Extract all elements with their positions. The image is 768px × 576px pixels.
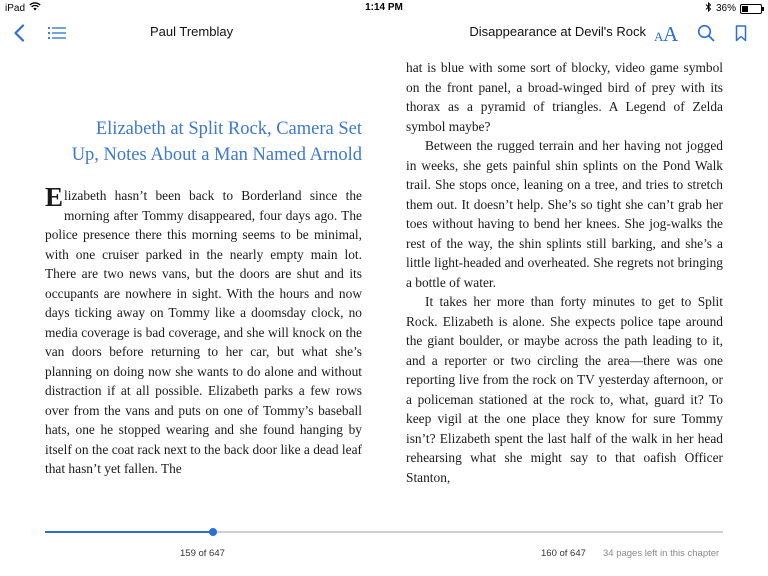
bookmark-button[interactable] [730,22,752,44]
paragraph: Between the rugged terrain and her having not jogged in weeks, she gets painful shin splints on the Pond Walk trail. She stops once, leaning on a tree, and tries to stretch them out. It doesn’t help. She’s so tight she can’t grab her toes without having to bend her knees. She jog-walks the rest of the way, the shin splints still barking, and she’s a little light-headed and overheated. She regrets not bringing a bottle of water. [406,138,723,290]
paragraph-text: lizabeth hasn’t been back to Borderland since the morning after Tommy disappeared, four days ago. The police presence there this morning seems to be minimal, with one cruiser parked in the nearly empty main lot. There are two news vans, but the doors are shut and its occupants are nowhere in sight. With the hours and now days ticking away on Tommy like a doomsday clock, no media coverage is bad coverage, and she will knock on the van doors before returning to her car, but what she’s planning on doing now she wants to do alone and without distraction if at all possible. Elizabeth parks a few rows over from the vans and puts on one of Tommy’s baseball hats, one he stopped wearing and she found hanging by itself on the coat rack next to the back door like a dead leaf that hasn’t yet fallen. The [45,188,362,476]
bluetooth-icon [705,2,712,15]
status-bar [0,0,768,16]
search-button[interactable] [695,22,717,44]
page-scrubber[interactable] [45,531,723,533]
right-page-number: 160 of 647 [541,548,586,559]
table-of-contents-button[interactable] [46,22,68,44]
font-small-glyph: A [654,29,664,44]
book-title: Disappearance at Devil's Rock [469,24,646,39]
battery-percent: 36% [715,3,736,14]
device-name: iPad [5,2,26,14]
list-icon [47,26,67,40]
paragraph: hat is blue with some sort of blocky, video game symbol on the front panel, a broad-winged bird of prey with its thorax as a pyramid of triangles. A Legend of Zelda symbol maybe? [406,60,723,134]
chevron-left-icon [13,24,25,42]
back-button[interactable] [8,22,30,44]
battery-fill [742,6,748,12]
chapter-title-line1: Elizabeth at Split Rock, Camera Set [95,119,362,139]
left-page-number: 159 of 647 [180,548,225,559]
search-icon [697,24,715,42]
chapter-pages-remaining: 34 pages left in this chapter [603,548,720,559]
chapter-title-line2: Up, Notes About a Man Named Arnold [71,145,362,165]
status-bar-right [705,2,762,15]
right-page[interactable] [406,58,723,487]
chapter-title [45,116,362,168]
reader-toolbar [0,16,768,48]
drop-cap: E [45,182,64,212]
author-name: Paul Tremblay [150,24,234,39]
font-large-glyph: A [663,22,679,46]
scrubber-fill [45,531,213,533]
left-page[interactable] [45,58,362,479]
paragraph: It takes her more than forty minutes to get to Split Rock. Elizabeth is alone. She expects police tape around the giant boulder, or maybe across the path leading to it, and a reporter or two circling the area—there was one reporting live from the rock on TV yesterday afternoon, or a policeman stationed at the rock to, what, guard it? To keep vigil at the one place they know for sure Tommy isn’t? Elizabeth spent the last half of the walk in her head rehearsing what she might say to that oafish Officer Stanton, [406,294,723,485]
battery-icon [740,4,762,14]
status-time: 1:14 PM [365,2,403,13]
scrubber-handle[interactable] [209,528,217,536]
bookmark-icon [735,25,747,42]
font-settings-button[interactable] [651,21,679,45]
paragraph [45,182,362,479]
